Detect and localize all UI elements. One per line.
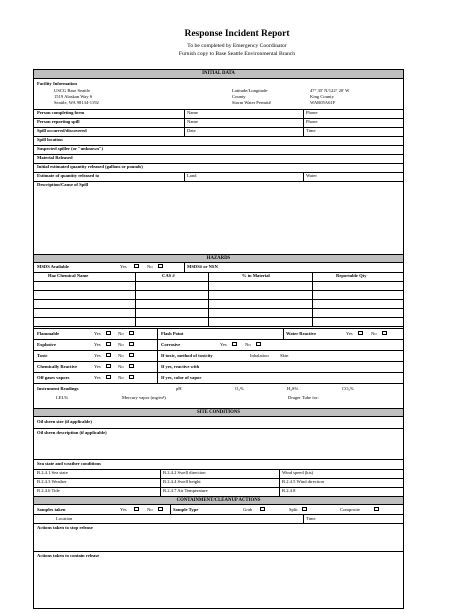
facility-label: Facility Information <box>37 81 77 86</box>
toxic-label: Toxic <box>37 353 48 358</box>
actions-contain-label: Actions taken to contain release <box>37 553 100 558</box>
flash-point-label: Flash Point <box>161 331 184 336</box>
b246-label: B.2.4.6 Tide <box>37 488 60 493</box>
co2-label: CO₂% <box>342 386 354 391</box>
subtitle-furnish: Furnish copy to Base Seattle Environmental Branch <box>178 51 296 57</box>
water-label: Water <box>306 173 317 178</box>
if-toxic-label: If toxic, method of toxicity <box>161 353 213 358</box>
oil-sheen-size-label: Oil sheen size (if applicable) <box>37 419 92 424</box>
corrosive-no: No <box>245 342 251 347</box>
date-label: Date <box>187 128 196 133</box>
corrosive-no-checkbox[interactable] <box>256 342 261 346</box>
county-value: King County <box>310 94 334 99</box>
initial-quantity-label: Initial estimated quantity released (gallons or pounds) <box>37 164 143 169</box>
material-released-label: Material Released <box>37 155 73 160</box>
samples-label: Samples taken <box>37 507 66 512</box>
grab-checkbox[interactable] <box>260 507 265 511</box>
person-completing-label: Person completing form <box>37 110 85 115</box>
instrument-label: Instrument Readings <box>37 386 79 391</box>
latlong-value: 47° 35' N/122° 20' W <box>310 88 350 93</box>
haz-col-cas: CAS # <box>162 273 175 278</box>
county-label: County <box>232 94 246 99</box>
split-checkbox[interactable] <box>302 507 307 511</box>
name-label: Name <box>187 110 198 115</box>
msds-yes-checkbox[interactable] <box>134 264 139 268</box>
h2s-label: H₂S% <box>287 386 299 391</box>
drager-label: Drager Tube for: <box>288 395 319 400</box>
containment-time-label: Time <box>306 516 316 521</box>
page-title: Response Incident Report <box>184 29 290 39</box>
samples-yes-checkbox[interactable] <box>134 507 139 511</box>
split-label: Split <box>289 507 298 512</box>
offgas-yes-checkbox[interactable] <box>106 375 111 379</box>
composite-label: Composite <box>340 507 360 512</box>
toxic-yes: Yes <box>94 353 101 358</box>
section-hazards: HAZARDS <box>34 254 403 263</box>
b245-label: B.2.4.5 Wind direction <box>282 479 324 484</box>
facility-name: USCG Base Seattle <box>54 88 90 93</box>
toxic-no: No <box>118 353 124 358</box>
haz-col-reportable: Reportable Qty <box>336 273 367 278</box>
offgas-label: Off gases vapors <box>37 375 70 380</box>
permit-value: WAR05A61F <box>310 100 336 105</box>
b247-label: B.2.4.7 Air Temperature <box>163 488 208 493</box>
explosive-no-checkbox[interactable] <box>129 342 134 346</box>
explosive-no: No <box>118 342 124 347</box>
msds-yes-label: Yes <box>120 264 127 269</box>
flammable-no: No <box>118 331 124 336</box>
b242-label: B.2.4.2 Swell direction <box>163 470 206 475</box>
corrosive-yes: Yes <box>220 342 227 347</box>
lel-label: LEL% <box>56 395 69 400</box>
name-label-2: Name <box>187 119 198 124</box>
msds-no-label: No <box>147 264 153 269</box>
phone-label-2: Phone <box>306 119 318 124</box>
grab-label: Grab <box>243 507 253 512</box>
spill-location-label: Spill location <box>37 137 63 142</box>
msds-nsn-label: MSDS# or NSN <box>187 264 218 269</box>
b244-label: B.2.4.4 Swell height <box>163 479 201 484</box>
oil-sheen-desc-label: Oil sheen description (if applicable) <box>37 430 107 435</box>
estimate-quantity-label: Estimate of quantity released to <box>37 173 100 178</box>
location-label: Location <box>56 516 73 521</box>
offgas-no-checkbox[interactable] <box>129 375 134 379</box>
o2-label: O₂% <box>235 386 244 391</box>
subtitle-coordinator: To be completed by Emergency Coordinator <box>187 43 287 49</box>
wind-speed-label: Wind speed (kts) <box>282 470 314 475</box>
section-site-conditions: SITE CONDITIONS <box>34 408 403 417</box>
permit-label: Storm Water Permit# <box>232 100 271 105</box>
corrosive-yes-checkbox[interactable] <box>232 342 237 346</box>
chem-reactive-label: Chemically Reactive <box>37 364 78 369</box>
facility-street: 1519 Alaskan Way S <box>54 94 93 99</box>
flammable-no-checkbox[interactable] <box>129 331 134 335</box>
b248-label: B.2.4.8 <box>282 488 296 493</box>
water-reactive-yes-checkbox[interactable] <box>358 331 363 335</box>
phone-label: Phone <box>306 110 318 115</box>
flammable-yes: Yes <box>94 331 101 336</box>
chem-reactive-no: No <box>118 364 124 369</box>
flammable-yes-checkbox[interactable] <box>106 331 111 335</box>
haz-col-chemical: Haz Chemical Name <box>48 273 89 278</box>
explosive-yes: Yes <box>94 342 101 347</box>
inhalation-label: Inhalation <box>250 353 269 358</box>
msds-label: MSDS Available <box>37 264 69 269</box>
haz-col-percent: % in Material <box>242 273 270 278</box>
if-yes-color-label: If yes, color of vapor <box>161 375 202 380</box>
ph-label: pH <box>176 386 182 391</box>
samples-yes: Yes <box>120 507 127 512</box>
samples-no-checkbox[interactable] <box>158 507 163 511</box>
if-yes-reactive-label: If yes, reactive with <box>161 364 200 369</box>
samples-no: No <box>147 507 153 512</box>
actions-stop-label: Actions taken to stop release <box>37 525 93 530</box>
explosive-yes-checkbox[interactable] <box>106 342 111 346</box>
skin-label: Skin <box>280 353 289 358</box>
chem-reactive-no-checkbox[interactable] <box>129 364 134 368</box>
facility-city: Seattle, WA 98134-1192 <box>54 100 99 105</box>
time-label: Time <box>306 128 316 133</box>
corrosive-label: Corrosive <box>161 342 181 347</box>
section-containment: CONTAINMENT/CLEANUP ACTIONS <box>34 496 403 505</box>
land-label: Land <box>187 173 197 178</box>
b241-label: B.2.4.1 Sea state <box>37 470 68 475</box>
msds-no-checkbox[interactable] <box>158 264 163 268</box>
person-reporting-label: Person reporting spill <box>37 119 80 124</box>
toxic-yes-checkbox[interactable] <box>106 353 111 357</box>
spill-occurred-label: Spill occurred/discovered <box>37 128 87 133</box>
explosive-label: Explosive <box>37 342 56 347</box>
water-reactive-label: Water Reactive <box>286 331 317 336</box>
composite-checkbox[interactable] <box>374 507 379 511</box>
description-label: Description/Cause of Spill <box>37 182 89 187</box>
flammable-label: Flammable <box>37 331 60 336</box>
section-initial-data: INITIAL DATA <box>34 70 403 79</box>
chem-reactive-yes: Yes <box>94 364 101 369</box>
mercury-label: Mercury vapor (mg/m³) <box>122 395 166 400</box>
latlong-label: Latitude/Longitude <box>232 88 268 93</box>
chem-reactive-yes-checkbox[interactable] <box>106 364 111 368</box>
toxic-no-checkbox[interactable] <box>129 353 134 357</box>
incident-form <box>33 69 404 609</box>
sea-state-label: Sea state and weather conditions <box>37 461 101 466</box>
offgas-yes: Yes <box>94 375 101 380</box>
b243-label: B.2.4.3 Weather <box>37 479 67 484</box>
suspected-spiller-label: Suspected spiller (or "unknown") <box>37 146 104 151</box>
sample-type-label: Sample Type <box>173 507 199 512</box>
water-reactive-no: No <box>371 331 377 336</box>
offgas-no: No <box>118 375 124 380</box>
water-reactive-no-checkbox[interactable] <box>382 331 387 335</box>
water-reactive-yes: Yes <box>346 331 353 336</box>
